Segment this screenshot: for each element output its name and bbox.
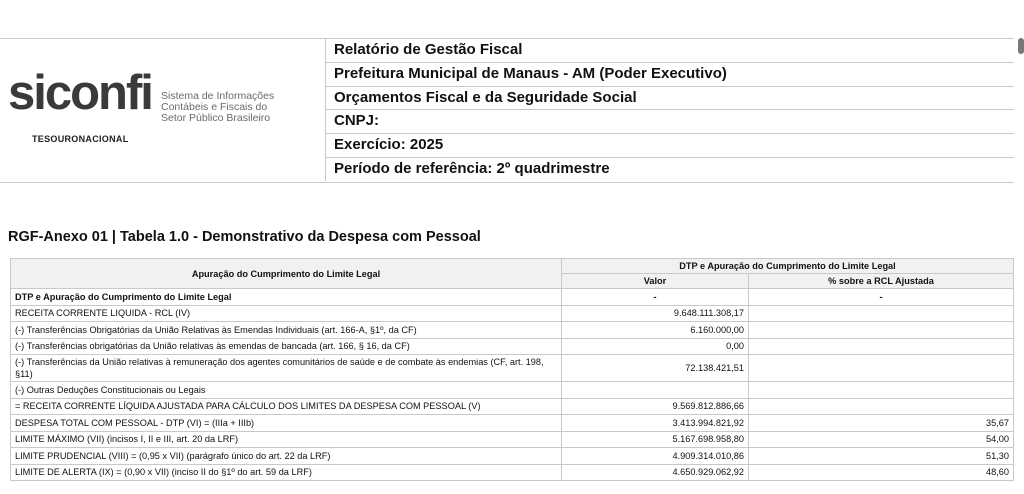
- row-label: RECEITA CORRENTE LIQUIDA - RCL (IV): [11, 305, 562, 322]
- row-valor: 4.909.314.010,86: [562, 448, 749, 465]
- row-valor: 9.648.111.308,17: [562, 305, 749, 322]
- reference-period: Período de referência: 2º quadrimestre: [334, 159, 610, 177]
- logo-subtitle: [161, 91, 321, 124]
- personnel-expense-table: [10, 258, 1014, 481]
- row-label: (-) Transferências da União relativas à remuneração dos agentes comunitários de saúde e de combate às endemias (CF, art. 198, §11): [11, 355, 562, 382]
- tesouro-nacional-logo: TESOURONACIONAL: [32, 134, 129, 144]
- report-header: [0, 38, 1014, 183]
- row-label: LIMITE DE ALERTA (IX) = (0,90 x VII) (inciso II do §1º do art. 59 da LRF): [11, 464, 562, 481]
- table-row: [11, 431, 1014, 448]
- row-label: DTP e Apuração do Cumprimento do Limite Legal: [11, 289, 562, 306]
- table-row: [11, 464, 1014, 481]
- cnpj: CNPJ:: [326, 110, 1014, 134]
- row-label: LIMITE MÁXIMO (VII) (incisos I, II e III, art. 20 da LRF): [11, 431, 562, 448]
- col-header-valor: Valor: [562, 274, 749, 289]
- logo-subtitle-line: Sistema de Informações: [161, 90, 275, 102]
- row-valor: 5.167.698.958,80: [562, 431, 749, 448]
- logo-subtitle-line: Contábeis e Fiscais do: [161, 101, 268, 113]
- row-valor: 4.650.929.062,92: [562, 464, 749, 481]
- report-title: Relatório de Gestão Fiscal: [326, 39, 1014, 63]
- row-valor: 3.413.994.821,92: [562, 415, 749, 432]
- row-label: LIMITE PRUDENCIAL (VIII) = (0,95 x VII) (parágrafo único do art. 22 da LRF): [11, 448, 562, 465]
- table-title: RGF-Anexo 01 | Tabela 1.0 - Demonstrativo da Despesa com Pessoal: [8, 229, 481, 245]
- row-valor: 6.160.000,00: [562, 322, 749, 339]
- row-valor: 72.138.421,51: [562, 355, 749, 382]
- table-row: [11, 289, 1014, 306]
- row-pct: 35,67: [749, 415, 1014, 432]
- row-pct: [749, 398, 1014, 415]
- logo-subtitle-line: Setor Público Brasileiro: [161, 112, 271, 124]
- siconfi-logo: [0, 39, 325, 182]
- scrollbar-thumb[interactable]: [1018, 38, 1024, 54]
- table-row: [11, 398, 1014, 415]
- row-pct: [749, 355, 1014, 382]
- logo-wordmark: siconfi: [8, 66, 152, 120]
- row-label: DESPESA TOTAL COM PESSOAL - DTP (VI) = (IIIa + IIIb): [11, 415, 562, 432]
- entity-name: Prefeitura Municipal de Manaus - AM (Poder Executivo): [326, 63, 1014, 87]
- row-pct: [749, 338, 1014, 355]
- row-pct: 48,60: [749, 464, 1014, 481]
- budget-scope: Orçamentos Fiscal e da Seguridade Social: [326, 87, 1014, 111]
- row-valor: 9.569.812.886,66: [562, 398, 749, 415]
- row-valor: -: [562, 289, 749, 306]
- exercise-year: Exercício: 2025: [326, 134, 1014, 158]
- table-row: [11, 415, 1014, 432]
- table-row: [11, 322, 1014, 339]
- table-row: [11, 382, 1014, 399]
- table-row: [11, 305, 1014, 322]
- row-label: = RECEITA CORRENTE LÍQUIDA AJUSTADA PARA CÁLCULO DOS LIMITES DA DESPESA COM PESSOAL (V): [11, 398, 562, 415]
- report-info: [325, 39, 1014, 181]
- row-label: (-) Transferências Obrigatórias da União Relativas às Emendas Individuais (art. 166-A, §1º, da CF): [11, 322, 562, 339]
- row-pct: [749, 382, 1014, 399]
- row-pct: [749, 322, 1014, 339]
- row-pct: [749, 305, 1014, 322]
- table-row: [11, 355, 1014, 382]
- row-valor: [562, 382, 749, 399]
- col-header-pct: % sobre a RCL Ajustada: [749, 274, 1014, 289]
- col-header-group: DTP e Apuração do Cumprimento do Limite Legal: [562, 259, 1014, 274]
- row-pct: 54,00: [749, 431, 1014, 448]
- row-valor: 0,00: [562, 338, 749, 355]
- row-pct: -: [749, 289, 1014, 306]
- row-label: (-) Outras Deduções Constitucionais ou Legais: [11, 382, 562, 399]
- row-pct: 51,30: [749, 448, 1014, 465]
- table-row: [11, 448, 1014, 465]
- table-row: [11, 338, 1014, 355]
- row-label: (-) Transferências obrigatórias da União relativas às emendas de bancada (art. 166, § 16, da CF): [11, 338, 562, 355]
- col-header-apuracao: Apuração do Cumprimento do Limite Legal: [11, 259, 562, 289]
